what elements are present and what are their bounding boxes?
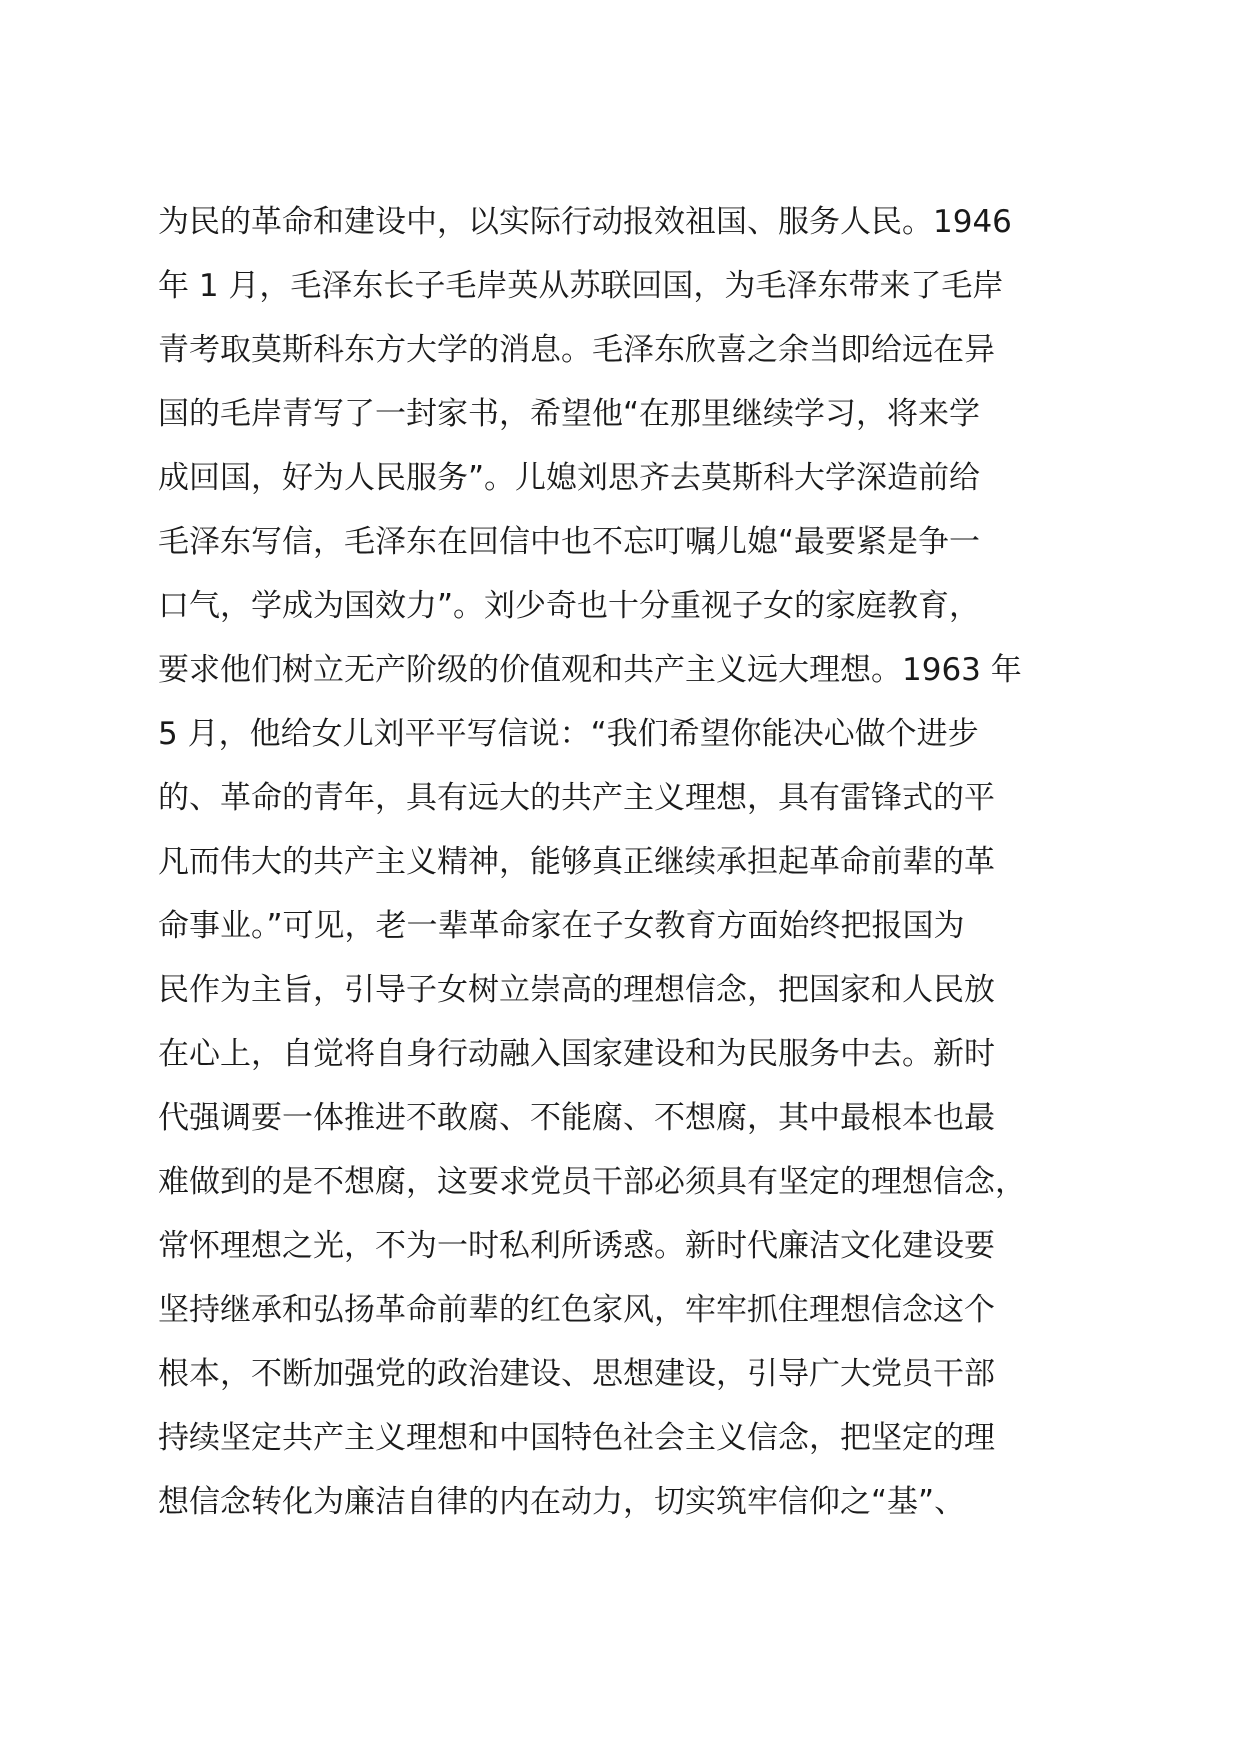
text-line: 想信念转化为廉洁自律的内在动力，切实筑牢信仰之“基”、 (158, 1484, 966, 1520)
text-line: 年 1 月，毛泽东长子毛岸英从苏联回国，为毛泽东带来了毛岸 (158, 268, 1004, 304)
text-line: 根本，不断加强党的政治建设、思想建设，引导广大党员干部 (158, 1356, 995, 1392)
text-line: 为民的革命和建设中，以实际行动报效祖国、服务人民。1946 (158, 204, 1012, 240)
text-line: 民作为主旨，引导子女树立崇高的理想信念，把国家和人民放 (158, 972, 995, 1008)
text-line: 凡而伟大的共产主义精神，能够真正继续承担起革命前辈的革 (158, 844, 995, 880)
text-line: 口气，学成为国效力”。刘少奇也十分重视子女的家庭教育， (158, 588, 981, 624)
text-line: 坚持继承和弘扬革命前辈的红色家风，牢牢抓住理想信念这个 (158, 1292, 995, 1328)
text-line: 青考取莫斯科东方大学的消息。毛泽东欣喜之余当即给远在异 (158, 332, 995, 368)
text-line: 要求他们树立无产阶级的价值观和共产主义远大理想。1963 年 (158, 652, 1022, 688)
text-line: 持续坚定共产主义理想和中国特色社会主义信念，把坚定的理 (158, 1420, 995, 1456)
text-line: 5 月，他给女儿刘平平写信说：“我们希望你能决心做个进步 (158, 716, 979, 752)
text-line: 命事业。”可见，老一辈革命家在子女教育方面始终把报国为 (158, 908, 965, 944)
text-line: 的、革命的青年，具有远大的共产主义理想，具有雷锋式的平 (158, 780, 995, 816)
body-paragraph (158, 190, 1058, 1534)
text-line: 成回国，好为人民服务”。儿媳刘思齐去莫斯科大学深造前给 (158, 460, 981, 496)
text-line: 常怀理想之光，不为一时私利所诱惑。新时代廉洁文化建设要 (158, 1228, 995, 1264)
text-line: 国的毛岸青写了一封家书，希望他“在那里继续学习，将来学 (158, 396, 981, 432)
text-line: 代强调要一体推进不敢腐、不能腐、不想腐，其中最根本也最 (158, 1100, 995, 1136)
text-line: 在心上，自觉将自身行动融入国家建设和为民服务中去。新时 (158, 1036, 995, 1072)
text-line: 毛泽东写信，毛泽东在回信中也不忘叮嘱儿媳“最要紧是争一 (158, 524, 981, 560)
text-line: 难做到的是不想腐，这要求党员干部必须具有坚定的理想信念， (158, 1164, 1026, 1200)
